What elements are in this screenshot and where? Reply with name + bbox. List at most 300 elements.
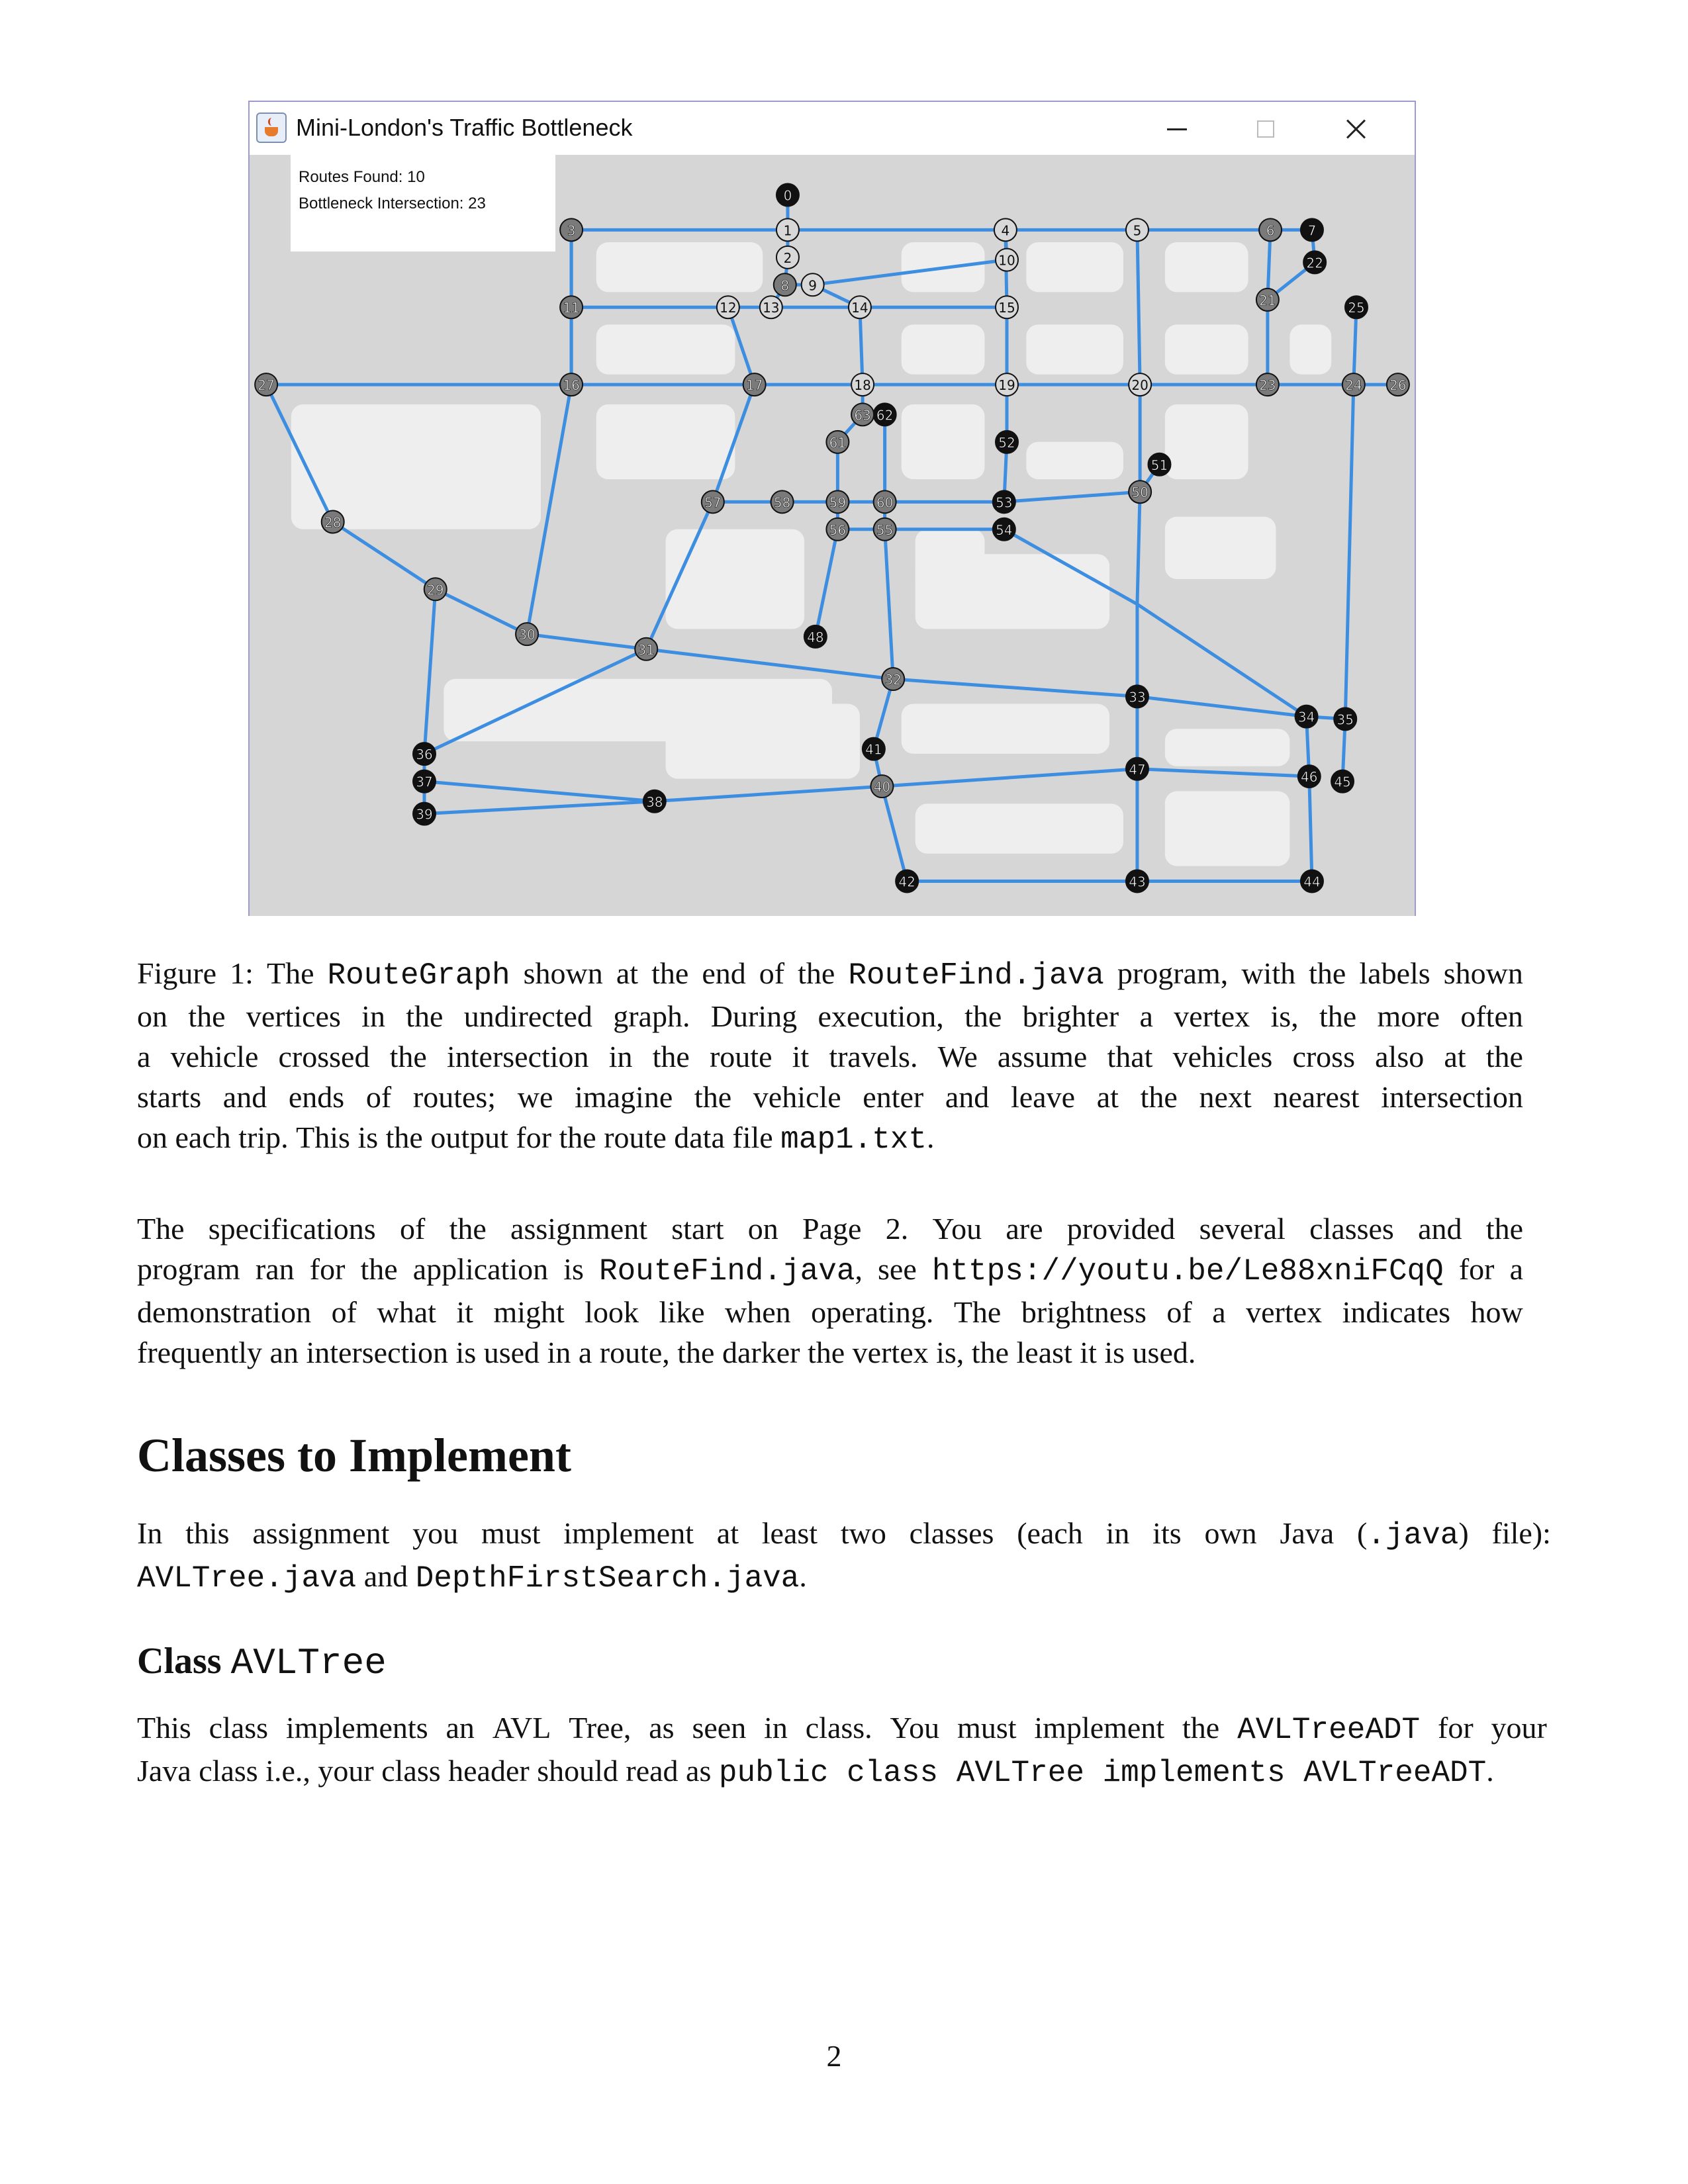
text-run: next [1199,1080,1252,1114]
text-run: we [517,1080,553,1114]
text-run: your [318,1754,374,1788]
word [1152,1513,1181,1556]
word [416,1556,807,1599]
vertex-label: 38 [646,794,663,810]
vertex-4 [994,218,1017,241]
app-window-screenshot [248,101,1416,916]
vertex-62 [874,403,896,426]
vertex-label: 1 [783,222,792,239]
road-edge [885,529,894,679]
text-run: two [840,1516,886,1550]
word [811,1292,933,1332]
word [725,1292,791,1332]
word [609,1036,633,1077]
text-run: the [406,999,444,1033]
word [1021,1292,1147,1332]
word [674,1117,725,1160]
vertex-51 [1148,453,1170,476]
word [377,1292,436,1332]
word [1359,953,1430,996]
vertex-35 [1334,707,1356,730]
vertex-43 [1126,870,1149,892]
subsection-heading-word: Class [137,1641,222,1682]
word [547,1332,571,1373]
word [188,996,225,1036]
text-run: several [1199,1212,1286,1246]
inline-code: RouteFind.java [598,1254,855,1289]
word [246,996,341,1036]
city-block [1026,242,1123,292]
inline-code: AVLTree.java [137,1561,357,1596]
inline-code: .java [1367,1518,1459,1553]
text-run: program [137,1252,240,1286]
inline-code: https://youtu.be/Le88xniFCqQ [931,1254,1444,1289]
text-run: This [296,1120,350,1154]
text-run: also [1375,1040,1425,1073]
word [310,1249,346,1292]
word [711,996,797,1036]
word [1067,1208,1176,1249]
vertex-label: 48 [807,629,824,645]
text-run: implement [1034,1711,1165,1745]
vertex-15 [996,296,1018,318]
word [1199,1208,1286,1249]
word [318,1751,373,1794]
vertex-label: 29 [427,582,444,598]
word [267,953,314,996]
text-run: the [651,956,689,990]
vertex-label: 9 [808,277,818,294]
word [848,953,1103,996]
word [289,1077,344,1117]
text-run: assignment [252,1516,390,1550]
text-run: in [361,999,385,1033]
vertex-47 [1126,758,1149,780]
text-run: is [563,1252,584,1286]
text-run: class [381,1754,441,1788]
word [575,1077,673,1117]
word [516,1117,551,1160]
word [1444,953,1523,996]
vertex-label: 4 [1001,222,1010,239]
vertex-60 [874,490,896,513]
text-line [137,1249,1523,1292]
text-run: You [932,1212,982,1246]
word [563,1249,584,1292]
word [1319,996,1356,1036]
vertex-3 [560,218,583,241]
road-edge [1137,230,1140,385]
word [998,1036,1087,1077]
vertex-label: 47 [1129,761,1146,778]
text-run: like [659,1295,705,1329]
vertex-63 [851,403,874,426]
vertex-11 [560,296,583,318]
text-run: is, [1270,999,1299,1033]
word [1212,1292,1225,1332]
text-run: provided [1066,1212,1176,1246]
word [448,1751,530,1794]
text-run: is [1104,1336,1125,1369]
text-run: Figure [137,956,217,990]
word [853,1332,929,1373]
text-run: the [807,1336,845,1369]
vertex-28 [322,510,344,533]
text-run: This [137,1711,191,1745]
text-run: data [674,1120,725,1154]
text-run: the [652,1040,690,1073]
text-run: vertices [246,999,341,1033]
word [938,1036,978,1077]
vertex-label: 44 [1303,874,1321,890]
text-run: at [616,956,639,990]
text-run: of [365,1080,392,1114]
text-line [137,1292,1523,1332]
word [1486,1036,1523,1077]
road-edge [527,634,646,649]
vertex-19 [996,373,1018,396]
word [1471,1292,1523,1332]
text-run: Page [802,1212,862,1246]
text-run: should [537,1754,618,1788]
word [579,1332,592,1373]
word [386,1117,423,1160]
text-run: intersection [306,1336,449,1369]
vertex-label: 57 [704,494,722,511]
window-title: Mini-London's Traffic Bottleneck [296,114,633,141]
word [1166,1292,1192,1332]
text-line [137,1332,1523,1373]
city-block [1165,324,1248,374]
vertex-36 [413,743,436,765]
text-run: 2. [885,1212,909,1246]
word [559,1117,596,1160]
word [719,1751,1494,1794]
text-run: when [725,1295,791,1329]
text-run: on [137,999,167,1033]
minimize-button[interactable] [1156,109,1196,148]
city-block [666,529,805,629]
vertex-label: 43 [1129,874,1146,890]
word [569,1707,631,1751]
vertex-40 [870,775,893,797]
word [806,1707,872,1751]
vertex-label: 40 [873,779,891,796]
text-run: of [759,956,785,990]
inline-code: AVLTreeADT [1237,1713,1421,1747]
text-run: must [957,1711,1017,1745]
word [863,1077,923,1117]
road-edge [1309,776,1312,881]
city-block [902,704,1109,754]
close-button[interactable] [1336,109,1376,148]
text-run: class. [805,1711,872,1745]
java-app-icon [256,113,287,143]
vertex-label: 24 [1345,377,1362,394]
word [1173,1036,1273,1077]
vertex-41 [863,738,885,760]
word [1023,996,1119,1036]
page-number: 2 [826,2039,842,2073]
word [464,996,592,1036]
word [209,1707,268,1751]
vertex-label: 20 [1131,377,1149,394]
text-run: as [649,1711,675,1745]
word [759,953,784,996]
word [1378,996,1440,1036]
text-run: We [937,1040,978,1073]
vertex-10 [996,249,1018,271]
text-run: more [1377,999,1440,1033]
vertex-label: 26 [1389,377,1407,394]
text-run: own [1204,1516,1257,1550]
word [890,1707,940,1751]
text-run: the [971,1336,1009,1369]
text-run: route [709,1040,773,1073]
text-run: operating. [811,1295,934,1329]
word [137,953,216,996]
city-block [1289,324,1331,374]
word [964,996,1002,1036]
vertex-label: 22 [1306,255,1323,271]
word [936,1332,964,1373]
figure-caption [137,953,1523,1160]
text-run: at [1096,1080,1119,1114]
city-block [666,704,860,779]
text-run: at [716,1516,739,1550]
word [137,1513,162,1556]
word [932,1208,982,1249]
word [1017,1332,1072,1373]
text-line [137,1556,1551,1599]
word [413,1249,548,1292]
text-run: shown [523,956,603,990]
text-run: is [357,1120,379,1154]
vertex-label: 53 [996,494,1013,511]
text-run: for [309,1252,346,1286]
vertex-17 [743,373,766,396]
word [802,1208,861,1249]
vertex-label: 59 [829,494,847,511]
vertex-23 [1256,373,1279,396]
text-run: i.e., [265,1754,310,1788]
intro-paragraph [137,1208,1523,1373]
road-edge [646,649,893,679]
vertex-37 [413,770,436,793]
text-run: must [481,1516,541,1550]
word [1241,953,1295,996]
text-run: classes [1309,1212,1394,1246]
word [780,1117,934,1160]
vertex-39 [413,803,436,825]
text-run: class [209,1711,269,1745]
route-graph-canvas [250,155,1415,916]
text-run: in [764,1711,788,1745]
window-titlebar [250,102,1415,155]
text-run: with [1241,956,1296,990]
vertex-label: 45 [1334,774,1351,790]
text-run: each [175,1120,231,1154]
word [1381,1077,1523,1117]
vertex-30 [516,623,538,645]
word [137,1556,356,1599]
word [1438,1707,1474,1751]
word [1309,1208,1394,1249]
vertex-label: 35 [1336,711,1354,728]
text-run: a [1139,999,1153,1033]
word [524,953,603,996]
text-run: it [1080,1336,1097,1369]
text-run: Java [137,1754,191,1788]
word [1309,953,1346,996]
word [306,1332,448,1373]
vertex-label: 32 [884,672,902,688]
word [651,953,688,996]
text-run: the [1182,1711,1220,1745]
vertex-12 [717,296,739,318]
word [710,1036,773,1077]
city-block [1026,442,1123,480]
vertex-label: 56 [829,522,847,538]
text-run: on [747,1212,778,1246]
vertex-label: 19 [998,377,1015,394]
text-run: vehicle [753,1080,841,1114]
text-run: a [1212,1295,1226,1329]
city-block [1165,791,1290,866]
word [910,1513,994,1556]
word [1199,1077,1251,1117]
vertex-label: 6 [1266,222,1275,239]
text-run: and [363,1559,408,1593]
word [185,1513,229,1556]
word [537,1751,618,1794]
vertex-38 [643,790,666,813]
text-line [137,1117,1523,1160]
city-block [1165,729,1290,766]
text-run: leave [1010,1080,1076,1114]
city-block [596,324,735,374]
text-run: least [761,1516,818,1550]
word [137,1208,185,1249]
route-graph [250,155,1415,916]
vertex-27 [255,373,277,396]
vertex-9 [802,273,824,296]
vertex-8 [774,273,796,296]
word [332,1292,357,1332]
vertex-34 [1295,705,1318,728]
word [886,1208,909,1249]
city-block [1165,404,1248,479]
text-run: execution, [818,999,944,1033]
text-run: a [137,1040,151,1073]
word [1491,1707,1547,1751]
info-panel [291,155,555,251]
text-run: travels. [829,1040,918,1073]
vertex-label: 50 [1131,484,1149,501]
word [1107,1036,1152,1077]
word [599,1249,863,1292]
word [360,1249,397,1292]
word [296,1117,350,1160]
vertex-5 [1126,218,1149,241]
road-edge [424,782,655,801]
text-run: Tree, [569,1711,632,1745]
vertex-42 [896,870,918,892]
text-line [137,1707,1547,1751]
vertex-label: 46 [1301,769,1318,786]
text-run: look [585,1295,639,1329]
word [659,1292,705,1332]
text-run: start [671,1212,724,1246]
vertex-7 [1301,218,1323,241]
word [137,996,167,1036]
subsection-heading-code: AVLTree [230,1642,387,1684]
vertex-22 [1303,251,1326,273]
text-line [137,1077,1523,1117]
text-run: AVL [492,1711,551,1745]
vertex-50 [1129,480,1151,503]
word [671,1208,724,1249]
maximize-button[interactable] [1245,109,1285,148]
vertex-45 [1331,770,1354,793]
road-edge [893,679,1137,696]
word [717,1513,739,1556]
section-heading: Classes to Implement [137,1429,571,1482]
text-run: in [1105,1516,1130,1550]
road-edge [816,529,838,637]
word [1141,1077,1178,1117]
text-run: The [266,956,314,990]
road-edge [1137,769,1309,776]
word [447,1036,589,1077]
vertex-48 [804,625,827,648]
vertex-label: 42 [898,874,915,890]
word [932,1249,1444,1292]
text-run: darker [722,1336,800,1369]
word [137,1707,191,1751]
word [1104,1332,1125,1373]
word [1006,1208,1043,1249]
vertex-0 [776,184,799,206]
vertex-label: 51 [1150,457,1168,473]
text-run: might [493,1295,565,1329]
word [230,953,254,996]
word [613,996,690,1036]
text-run: the [677,1336,715,1369]
vertex-57 [702,490,724,513]
text-run: what [377,1295,436,1329]
text-run: in [547,1336,571,1369]
road-edge [424,589,436,754]
bottleneck-text: Bottleneck Intersection: 23 [299,195,486,212]
vertex-52 [996,431,1018,453]
text-run: is, [936,1336,964,1369]
text-run: assignment [510,1212,648,1246]
word [279,1036,370,1077]
vertex-label: 63 [854,407,871,424]
word [364,1556,408,1599]
word [677,1332,714,1373]
text-run: a [1509,1252,1523,1286]
city-block [915,554,1109,629]
text-run: that [1107,1040,1153,1073]
word [361,996,385,1036]
vertex-58 [771,490,794,513]
word [238,1117,288,1160]
text-run: often [1460,999,1523,1033]
text-run: is [455,1336,477,1369]
text-run: shown [1443,956,1523,990]
